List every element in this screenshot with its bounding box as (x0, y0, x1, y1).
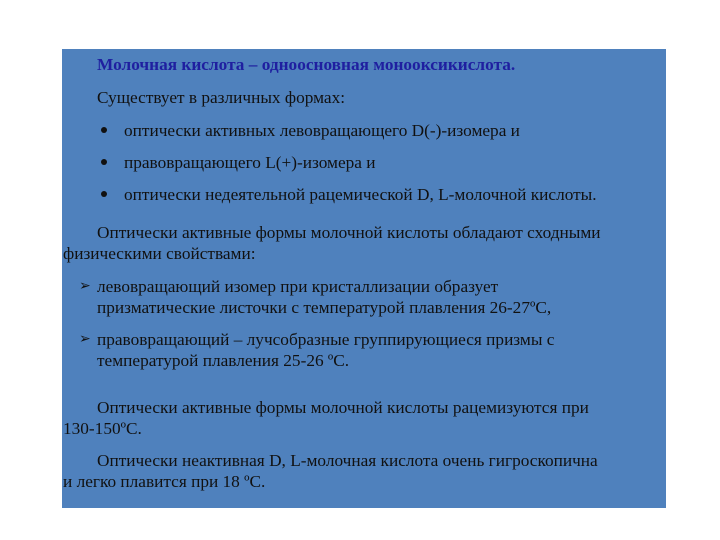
arrow-bullet-icon: ➢ (79, 278, 91, 294)
bullet-icon (101, 191, 107, 197)
bullet-icon (101, 159, 107, 165)
form-item-1: оптически активных левовращающего D(-)-изомера и (124, 121, 520, 140)
paragraph-1-line-1: Оптически активные формы молочной кислоты обладают сходными (97, 223, 601, 242)
paragraph-3-line-1: Оптически неактивная D, L-молочная кислота очень гигроскопична (97, 451, 598, 470)
paragraph-2-line-2: 130-150ºC. (63, 419, 142, 438)
arrow-bullet-icon: ➢ (79, 331, 91, 347)
form-item-2: правовращающего L(+)-изомера и (124, 153, 376, 172)
form-item-3: оптически недеятельной рацемической D, L-молочной кислоты. (124, 185, 597, 204)
property-1-line-2: призматические листочки с температурой плавления 26-27ºC, (97, 298, 552, 317)
slide-title: Молочная кислота – одноосновная монооксикислота. (97, 55, 516, 74)
bullet-icon (101, 127, 107, 133)
paragraph-3-line-2: и легко плавится при 18 ºC. (63, 472, 266, 491)
property-2-line-2: температурой плавления 25-26 ºC. (97, 351, 350, 370)
paragraph-1-line-2: физическими свойствами: (63, 244, 256, 263)
property-1-line-1: левовращающий изомер при кристаллизации образует (97, 277, 499, 296)
property-2-line-1: правовращающий – лучсобразные группирующиеся призмы с (97, 330, 555, 349)
intro-text: Существует в различных формах: (97, 88, 346, 107)
paragraph-2-line-1: Оптически активные формы молочной кислоты рацемизуются при (97, 398, 589, 417)
